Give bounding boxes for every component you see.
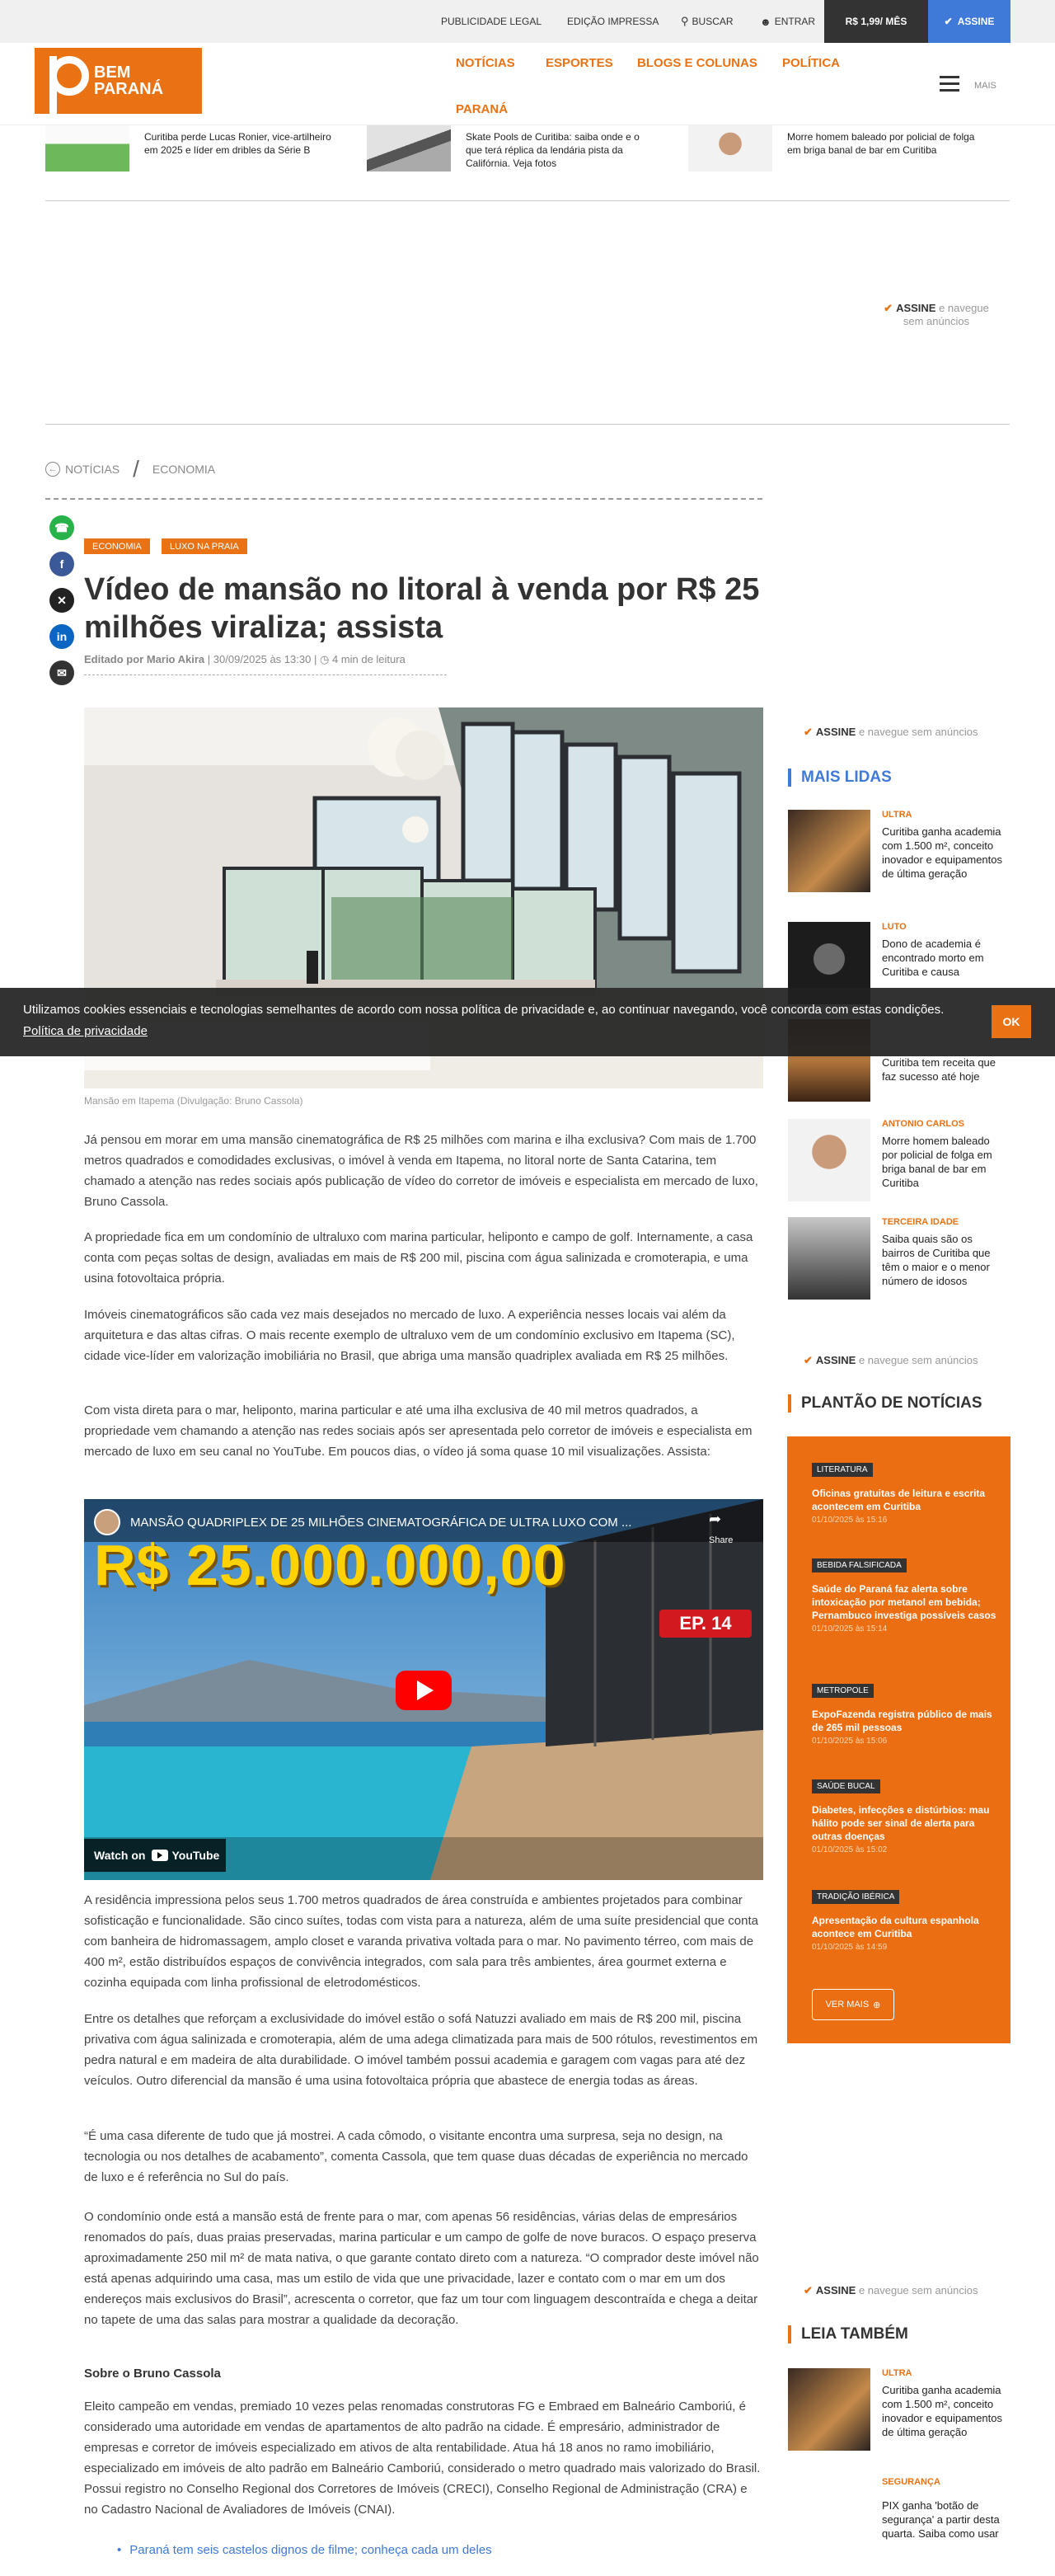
plantao-label: SAÚDE BUCAL <box>812 1779 880 1793</box>
video-title[interactable]: MANSÃO QUADRIPLEX DE 25 MILHÕES CINEMATOGRÁFICA DE ULTRA LUXO COM ... <box>130 1516 632 1530</box>
share-icon[interactable]: ➦ <box>709 1511 722 1527</box>
youtube-logo-icon <box>152 1850 168 1861</box>
most-read-item[interactable]: Curitiba tem receita que faz sucesso até hoje <box>788 1019 1010 1102</box>
nav-esportes[interactable]: ESPORTES <box>546 56 613 70</box>
ad-free-note[interactable]: ✔ ASSINE e navegue sem anúncios <box>884 302 989 327</box>
facebook-share-icon[interactable]: f <box>49 552 74 576</box>
check-icon: ✔ <box>804 2284 813 2296</box>
article-paragraph: Entre os detalhes que reforçam a exclusividade do imóvel estão o sofá Natuzzi avaliado em mais de R$ 200 mil, piscina privativa com água salinizada e cromoterapia, além de uma adega climatizada para mais de 500 rótulos, revestimentos em pedra natural e em madeira de alta durabilidade. O imóvel também possui academia e garagem com vagas para até dez veículos. Outro diferencial da mansão é uma usina fotovoltaica própria que abastece de energia todas as áreas. <box>84 2012 758 2088</box>
breadcrumb-back[interactable]: NOTÍCIAS <box>65 463 120 476</box>
see-more-button[interactable]: VER MAIS ⊕ <box>812 1989 894 2020</box>
article-thumbnail <box>788 2477 870 2560</box>
clock-icon: ◷ <box>319 653 330 665</box>
ticker-item[interactable]: Skate Pools de Curitiba: saiba onde e o que terá réplica da lendária pista da Califórnia. Veja fotos <box>367 125 654 172</box>
plantao-panel <box>787 1436 1010 2043</box>
article-paragraph: O condomínio onde está a mansão está de frente para o mar, com apenas 56 residências, várias delas de empresários renomados do país, duas praias preservadas, marina particular e um campo de golfe de nove buracos. O espaço preserva aproximadamente 250 mil m² de mata nativa, o que garante contato direto com a natureza. “O comprador deste imóvel não está apenas adquirindo uma casa, mas um estilo de vida que une privacidade, lazer e contato com o mar em um dos endereços mais exclusivos do Brasil”, acrescenta o corretor, que faz um tour com linguagem descontraída e chega a deitar no tapete de uma das salas para mostrar a qualidade da decoração. <box>84 2210 759 2327</box>
breadcrumb: ← NOTÍCIAS / ECONOMIA <box>45 456 215 482</box>
article-paragraph: Com vista direta para o mar, heliponto, marina particular e até uma ilha exclusiva de 40 mil metros quadrados, a propriedade vem chamando a atenção nas redes sociais após ser apresentada pelo corretor de imóveis e especialista em mercado de luxo em seu canal no YouTube. Em poucos dias, o vídeo já soma quase 10 mil visualizações. Assista: <box>84 1403 753 1459</box>
nav-parana[interactable]: PARANÁ <box>456 102 509 116</box>
cookie-consent-bar <box>0 988 1055 1056</box>
most-read-item[interactable]: LUTO Dono de academia é encontrado morto em Curitiba e causa <box>788 922 1010 1004</box>
plantao-item[interactable]: BEBIDA FALSIFICADA Saúde do Paraná faz alerta sobre intoxicação por metanol em bebida; Pernambuco investiga possíveis casos 01/10/2025 às 15:14 <box>812 1557 1001 1634</box>
logo-mark <box>35 48 82 114</box>
ticker-item[interactable]: Curitiba perde Lucas Ronier, vice-artilheiro em 2025 e líder em dribles da Série B <box>45 125 332 172</box>
ticker-thumbnail <box>688 125 772 172</box>
sidebar-ad-free-note[interactable]: ✔ ASSINE e navegue sem anúncios <box>804 1354 978 1366</box>
article-thumbnail <box>788 1217 870 1300</box>
plantao-label: TRADIÇÃO IBÉRICA <box>812 1890 899 1904</box>
hamburger-icon[interactable] <box>940 76 959 92</box>
video-price-overlay: R$ 25.000.000,00 <box>94 1533 566 1597</box>
legal-advertising-link[interactable]: PUBLICIDADE LEGAL <box>441 16 542 27</box>
email-share-icon[interactable]: ✉ <box>49 660 74 685</box>
subscribe-button[interactable]: ✔ ASSINE <box>928 0 1010 43</box>
most-read-item[interactable]: ULTRA Curitiba ganha academia com 1.500 m², conceito inovador e equipamentos de última geração <box>788 810 1010 892</box>
check-icon: ✔ <box>804 726 813 738</box>
read-also-item[interactable]: SEGURANÇA PIX ganha 'botão de segurança' a partir desta quarta. Saiba como usar <box>788 2477 1010 2560</box>
user-icon: ☻ <box>760 15 771 28</box>
breadcrumb-current[interactable]: ECONOMIA <box>152 463 216 476</box>
plus-circle-icon: ⊕ <box>873 2000 881 2010</box>
tag-economia[interactable]: ECONOMIA <box>84 538 150 554</box>
login-link[interactable]: ☻ ENTRAR <box>760 15 816 28</box>
cookie-text: Utilizamos cookies essenciais e tecnologias semelhantes de acordo com nossa política de privacidade e, ao continuar navegando, você concorda com estas condições. <box>23 1003 945 1017</box>
ticker-item[interactable]: Morre homem baleado por policial de folga em briga banal de bar em Curitiba <box>688 125 975 172</box>
plantao-label: LITERATURA <box>812 1463 873 1477</box>
search-icon: ⚲ <box>681 15 689 27</box>
price-button[interactable]: R$ 1,99/ MÊS <box>824 0 928 43</box>
article-paragraph: “É uma casa diferente de tudo que já mostrei. A cada cômodo, o visitante encontra uma surpresa, seja no design, na tecnologia ou nos detalhes de acabamento”, comenta Cassola, que tem quase duas décadas de experiência no mercado de luxo e é referência no Sul do país. <box>84 2129 748 2184</box>
tag-luxo[interactable]: LUXO NA PRAIA <box>162 538 247 554</box>
section-subheading: Sobre o Bruno Cassola <box>84 2367 221 2381</box>
x-share-icon[interactable]: ✕ <box>49 588 74 613</box>
check-icon: ✔ <box>804 1354 813 1366</box>
check-icon: ✔ <box>944 16 953 27</box>
cookie-ok-button[interactable]: OK <box>992 1005 1031 1038</box>
nav-politica[interactable]: POLÍTICA <box>782 56 840 70</box>
divider <box>45 424 1010 425</box>
more-menu-label[interactable]: MAIS <box>974 81 996 91</box>
plantao-item[interactable]: SAÚDE BUCAL Diabetes, infecções e distúrbios: mau hálito pode ser sinal de alerta para outras doenças 01/10/2025 às 15:02 <box>812 1778 1001 1854</box>
most-read-item[interactable]: ANTONIO CARLOS Morre homem baleado por policial de folga em briga banal de bar em Curitiba <box>788 1119 1010 1201</box>
search-link[interactable]: ⚲ BUSCAR <box>681 15 734 27</box>
watch-on-youtube[interactable]: Watch on YouTube <box>84 1839 226 1872</box>
article-paragraph: Imóveis cinematográficos são cada vez mais desejados no mercado de luxo. A experiência nesses locais vai além da arquitetura e das altas cifras. O mais recente exemplo de ultraluxo vem de um condomínio exclusivo em Itapema (SC), cidade vice-líder em valorização imobiliária no Brasil, que abriga uma mansão quadriplex avaliada em R$ 25 milhões. <box>84 1308 735 1363</box>
article-paragraph: A propriedade fica em um condomínio de ultraluxo com marina particular, heliponto e campo de golf. Internamente, a casa conta com peças soltas de design, avaliadas em mais de R$ 200 mil, piscina com água salinizada e cromoterapia, e uma usina fotovoltaica própria. <box>84 1230 753 1286</box>
article-thumbnail <box>788 810 870 892</box>
plantao-label: METROPOLE <box>812 1684 874 1698</box>
read-also-item[interactable]: ULTRA Curitiba ganha academia com 1.500 m², conceito inovador e equipamentos de última geração <box>788 2368 1010 2451</box>
divider <box>45 200 1010 201</box>
divider <box>45 498 762 500</box>
nav-noticias[interactable]: NOTÍCIAS <box>456 56 515 70</box>
video-share-label: Share <box>709 1535 734 1545</box>
plantao-heading: PLANTÃO DE NOTÍCIAS <box>788 1394 982 1413</box>
ticker-thumbnail <box>367 125 451 172</box>
linkedin-share-icon[interactable]: in <box>49 624 74 649</box>
plantao-item[interactable]: TRADIÇÃO IBÉRICA Apresentação da cultura espanhola acontece em Curitiba 01/10/2025 às 14:59 <box>812 1888 1001 1952</box>
plantao-item[interactable]: METROPOLE ExpoFazenda registra público de mais de 265 mil pessoas 01/10/2025 às 15:06 <box>812 1682 1001 1746</box>
article-thumbnail <box>788 1119 870 1201</box>
article-paragraph: A residência impressiona pelos seus 1.700 metros quadrados de área construída e ambientes projetados para combinar sofisticação e funcionalidade. São cinco suítes, todas com vista para a natureza, além de uma suíte presidencial que conta com banheira de hidromassagem, amplo closet e varanda privativa voltada para o mar. No pavimento térreo, com mais de 400 m², estão distribuídos espaços de convivência integrados, com sala para três ambientes, área gourmet externa e cozinha equipada com linha profissional de eletrodomésticos. <box>84 1893 758 1990</box>
article-paragraph: Já pensou em morar em uma mansão cinematográfica de R$ 25 milhões com marina e ilha exclusiva? Com mais de 1.700 metros quadrados e comodidades exclusivas, o imóvel à venda em Itapema, no litoral norte de Santa Catarina, tem chamado a atenção nas redes sociais após publicação de vídeo do corretor de imóveis e especialista em mercado de luxo, Bruno Cassola. <box>84 1133 758 1209</box>
image-caption: Mansão em Itapema (Divulgação: Bruno Cassola) <box>84 1095 303 1107</box>
privacy-policy-link[interactable]: Política de privacidade <box>23 1024 148 1038</box>
youtube-video-embed[interactable] <box>84 1499 763 1880</box>
most-read-heading: MAIS LIDAS <box>788 769 892 787</box>
most-read-item[interactable]: TERCEIRA IDADE Saiba quais são os bairros de Curitiba que têm o maior e o menor número de idosos <box>788 1217 1010 1300</box>
article-title: Vídeo de mansão no litoral à venda por R$ 25 milhões viraliza; assista <box>84 572 760 645</box>
site-logo[interactable]: BEM PARANÁ <box>35 48 202 114</box>
read-also-heading: LEIA TAMBÉM <box>788 2325 908 2343</box>
article-meta: Editado por Mario Akira | 30/09/2025 às 13:30 | ◷ 4 min de leitura <box>84 653 406 665</box>
article-paragraph: Eleito campeão em vendas, premiado 10 vezes pelas renomadas construtoras FG e Embraed em Balneário Camboriú, é considerado uma autoridade em vendas de apartamentos de alto padrão na cidade. É empresário, administrador de empresas e corretor de imóveis especializado em ativos de alta rentabilidade. Atua há 18 anos no ramo imobiliário, especializado em imóveis de alto padrão em Balneário Camboriú, considerado o metro quadrado mais valorizado do Brasil. Possui registro no Conselho Regional dos Corretores de Imóveis (CRECI), Conselho Regional de Administração (CRA) e no Cadastro Nacional de Avaliadores de Imóveis (CNAI). <box>84 2400 761 2517</box>
play-icon[interactable] <box>396 1671 452 1710</box>
episode-badge: EP. 14 <box>659 1610 752 1638</box>
related-article-link[interactable]: • Paraná tem seis castelos dignos de filme; conheça cada um deles <box>117 2543 492 2557</box>
check-icon: ✔ <box>884 302 893 314</box>
nav-blogs[interactable]: BLOGS E COLUNAS <box>637 56 757 70</box>
utility-bar <box>0 0 1055 43</box>
plantao-label: BEBIDA FALSIFICADA <box>812 1558 907 1572</box>
sidebar-ad-free-note[interactable]: ✔ ASSINE e navegue sem anúncios <box>804 2284 978 2296</box>
sidebar-ad-free-note[interactable]: ✔ ASSINE e navegue sem anúncios <box>804 726 978 738</box>
whatsapp-share-icon[interactable]: ☎ <box>49 515 74 540</box>
ticker-thumbnail <box>45 125 129 172</box>
print-edition-link[interactable]: EDIÇÃO IMPRESSA <box>567 16 659 27</box>
article-thumbnail <box>788 2368 870 2451</box>
back-arrow-icon[interactable]: ← <box>45 462 60 477</box>
plantao-item[interactable]: LITERATURA Oficinas gratuitas de leitura e escrita acontecem em Curitiba 01/10/2025 às 15:16 <box>812 1461 1001 1525</box>
